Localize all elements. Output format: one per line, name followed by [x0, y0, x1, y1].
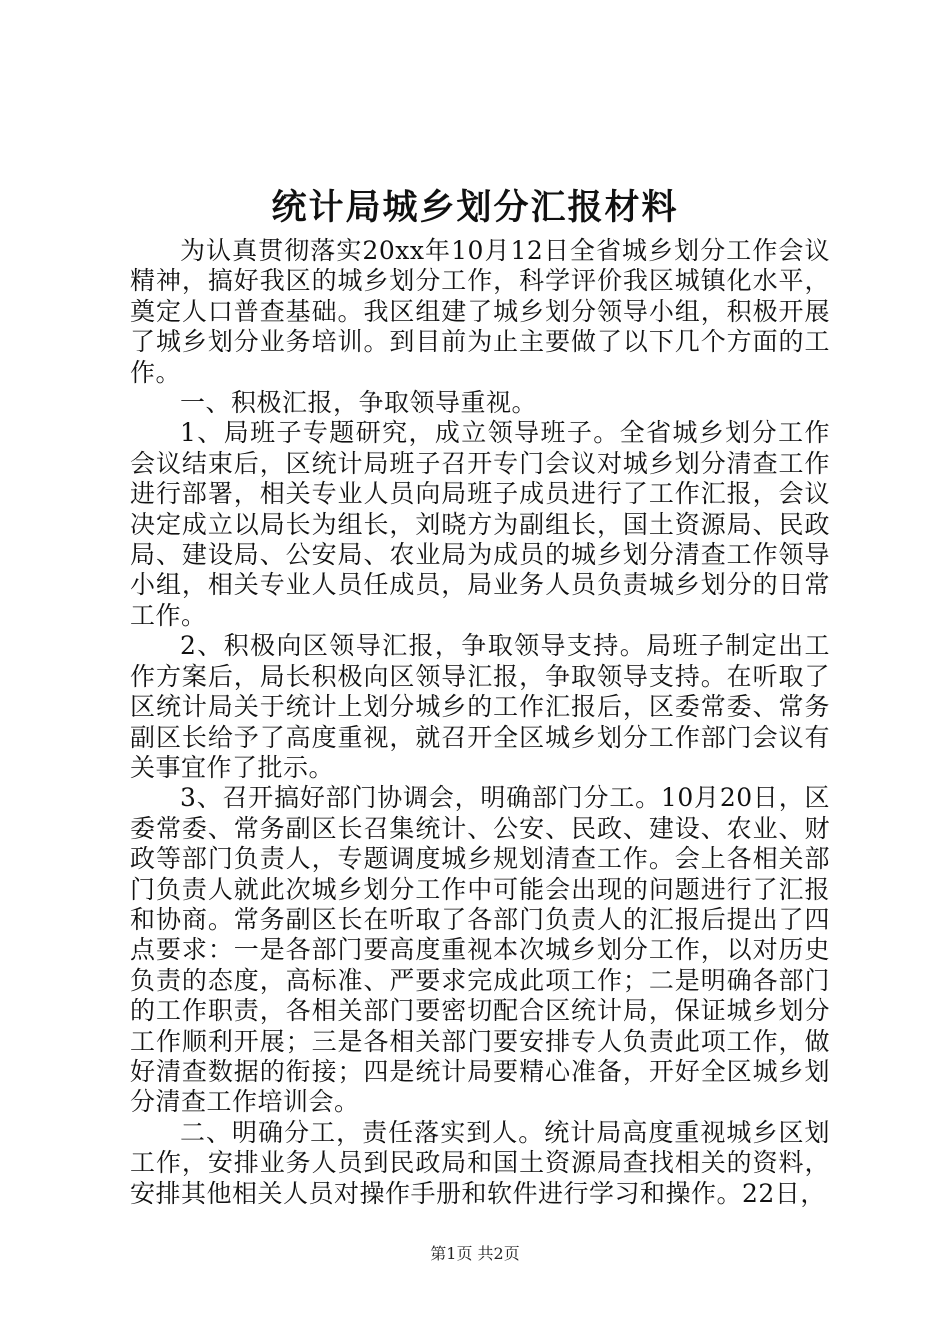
paragraph-intro: 为认真贯彻落实20xx年10月12日全省城乡划分工作会议精神，搞好我区的城乡划分工作，科学评价我区城镇化水平，奠定人口普查基础。我区组建了城乡划分领导小组，积极开展了城乡划分业务培训。到目前为止主要做了以下几个方面的工作。: [130, 236, 830, 387]
document-title: 统计局城乡划分汇报材料: [271, 187, 679, 228]
paragraph-item-1: 1、局班子专题研究，成立领导班子。全省城乡划分工作会议结束后，区统计局班子召开专门会议对城乡划分清查工作进行部署，相关专业人员向局班子成员进行了工作汇报，会议决定成立以局长为组长，刘晓方为副组长，国土资源局、民政局、建设局、公安局、农业局为成员的城乡划分清查工作领导小组，相关专业人员任成员，局业务人员负责城乡划分的日常工作。: [130, 418, 830, 630]
paragraph-item-3: 3、召开搞好部门协调会，明确部门分工。10月20日，区委常委、常务副区长召集统计、公安、民政、建设、农业、财政等部门负责人，专题调度城乡规划清查工作。会上各相关部门负责人就此次城乡划分工作中可能会出现的问题进行了汇报和协商。常务副区长在听取了各部门负责人的汇报后提出了四点要求：一是各部门要高度重视本次城乡划分工作，以对历史负责的态度，高标准、严要求完成此项工作；二是明确各部门的工作职责，各相关部门要密切配合区统计局，保证城乡划分工作顺利开展；三是各相关部门要安排专人负责此项工作，做好清查数据的衔接；四是统计局要精心准备，开好全区城乡划分清查工作培训会。: [130, 783, 830, 1117]
paragraph-section-2: 二、明确分工，责任落实到人。统计局高度重视城乡区划工作，安排业务人员到民政局和国土资源局查找相关的资料，安排其他相关人员对操作手册和软件进行学习和操作。22日，: [130, 1117, 830, 1208]
document-body: [130, 236, 830, 1209]
paragraph-section-1-heading: 一、积极汇报，争取领导重视。: [180, 388, 538, 418]
page-number-footer: 第1页 共2页: [430, 1244, 520, 1263]
paragraph-item-2: 2、积极向区领导汇报，争取领导支持。局班子制定出工作方案后，局长积极向区领导汇报，争取领导支持。在听取了区统计局关于统计上划分城乡的工作汇报后，区委常委、常务副区长给予了高度重视，就召开全区城乡划分工作部门会议有关事宜作了批示。: [130, 631, 830, 782]
